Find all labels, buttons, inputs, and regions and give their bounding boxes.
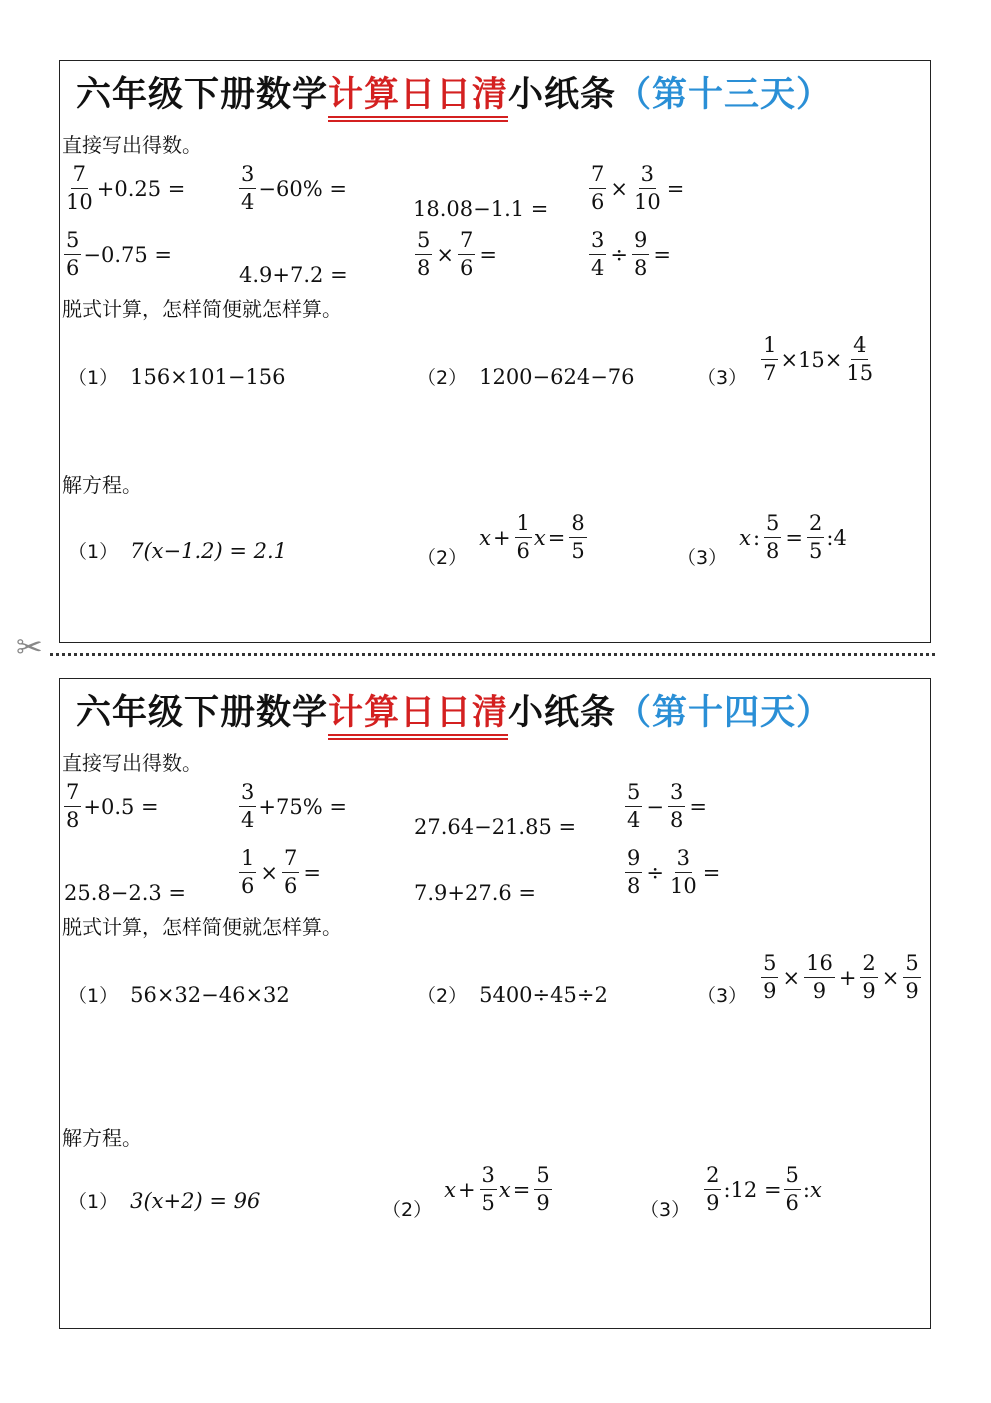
calc-item-1: （1） 156×101−156 — [68, 364, 286, 389]
section-solve-equations: 解方程。 — [62, 473, 142, 497]
direct-item-4: $\frac{7}{6}$ × $\frac{3}{10}$ = — [591, 162, 685, 214]
section-step-calculation: 脱式计算，怎样简便就怎样算。 — [62, 297, 342, 321]
section-direct-answers: 直接写出得数。 — [62, 751, 202, 775]
section-solve-equations: 解方程。 — [62, 1126, 142, 1150]
direct-item-3: 18.08−1.1 = — [413, 197, 549, 221]
direct-item-7: $\frac{5}{8}$ × $\frac{7}{6}$ = — [417, 228, 497, 280]
equation-item-2: （2） x + $\frac{3}{5}$ x = $\frac{5}{9}$ — [382, 1163, 550, 1221]
direct-item-5: $\frac{5}{6}$ −0.75 = — [66, 228, 172, 280]
equation-item-1: （1） 7(x−1.2) = 2.1 — [68, 538, 288, 563]
title-highlight: 计算日日清 — [328, 75, 508, 122]
calc-item-3: （3） $\frac{5}{9}$ × $\frac{16}{9}$ + $\frac{2}{9}$ × $\frac{5}{9}$ — [697, 951, 919, 1007]
calc-item-3: （3） $\frac{1}{7}$ ×15× $\frac{4}{15}$ — [697, 333, 874, 389]
calc-item-2: （2） 1200−624−76 — [417, 364, 635, 389]
direct-item-2: $\frac{3}{4}$ −60% = — [241, 162, 347, 214]
title-middle: 小纸条 — [508, 75, 617, 115]
section-direct-answers: 直接写出得数。 — [62, 133, 202, 157]
direct-item-8: $\frac{3}{4}$ ÷ $\frac{9}{8}$ = — [591, 228, 671, 280]
direct-item-3: 27.64−21.85 = — [414, 815, 577, 839]
scissors-icon: ✂ — [16, 628, 43, 666]
cut-dotted-line — [50, 653, 935, 656]
title-day: （第十四天） — [616, 693, 833, 733]
worksheet-day13 — [59, 60, 931, 643]
direct-item-4: $\frac{5}{4}$ − $\frac{3}{8}$ = — [627, 780, 707, 832]
title-prefix: 六年级下册数学 — [76, 693, 329, 733]
direct-item-8: $\frac{9}{8}$ ÷ $\frac{3}{10}$ = — [627, 846, 721, 898]
direct-item-6: $\frac{1}{6}$ × $\frac{7}{6}$ = — [241, 846, 321, 898]
calc-item-1: （1） 56×32−46×32 — [68, 982, 290, 1007]
direct-item-1: $\frac{7}{8}$ +0.5 = — [66, 780, 159, 832]
calc-item-2: （2） 5400÷45÷2 — [417, 982, 608, 1007]
sheet-title — [76, 67, 832, 117]
direct-item-5: 25.8−2.3 = — [64, 881, 187, 905]
title-highlight: 计算日日清 — [328, 693, 508, 740]
title-prefix: 六年级下册数学 — [76, 75, 329, 115]
equation-item-1: （1） 3(x+2) = 96 — [68, 1188, 261, 1213]
direct-item-6: 4.9+7.2 = — [239, 263, 348, 287]
sheet-title — [76, 685, 832, 735]
equation-item-3: （3） x : $\frac{5}{8}$ = $\frac{2}{5}$ :4 — [677, 511, 847, 569]
direct-item-1: $\frac{7}{10}$ +0.25 = — [66, 162, 186, 214]
title-middle: 小纸条 — [508, 693, 617, 733]
equation-item-3: （3） $\frac{2}{9}$ :12 = $\frac{5}{6}$ : x — [640, 1163, 822, 1221]
direct-item-7: 7.9+27.6 = — [414, 881, 537, 905]
worksheet-day14 — [59, 678, 931, 1329]
section-step-calculation: 脱式计算，怎样简便就怎样算。 — [62, 915, 342, 939]
direct-item-2: $\frac{3}{4}$ +75% = — [241, 780, 347, 832]
title-day: （第十三天） — [616, 75, 833, 115]
equation-item-2: （2） x + $\frac{1}{6}$ x = $\frac{8}{5}$ — [417, 511, 585, 569]
